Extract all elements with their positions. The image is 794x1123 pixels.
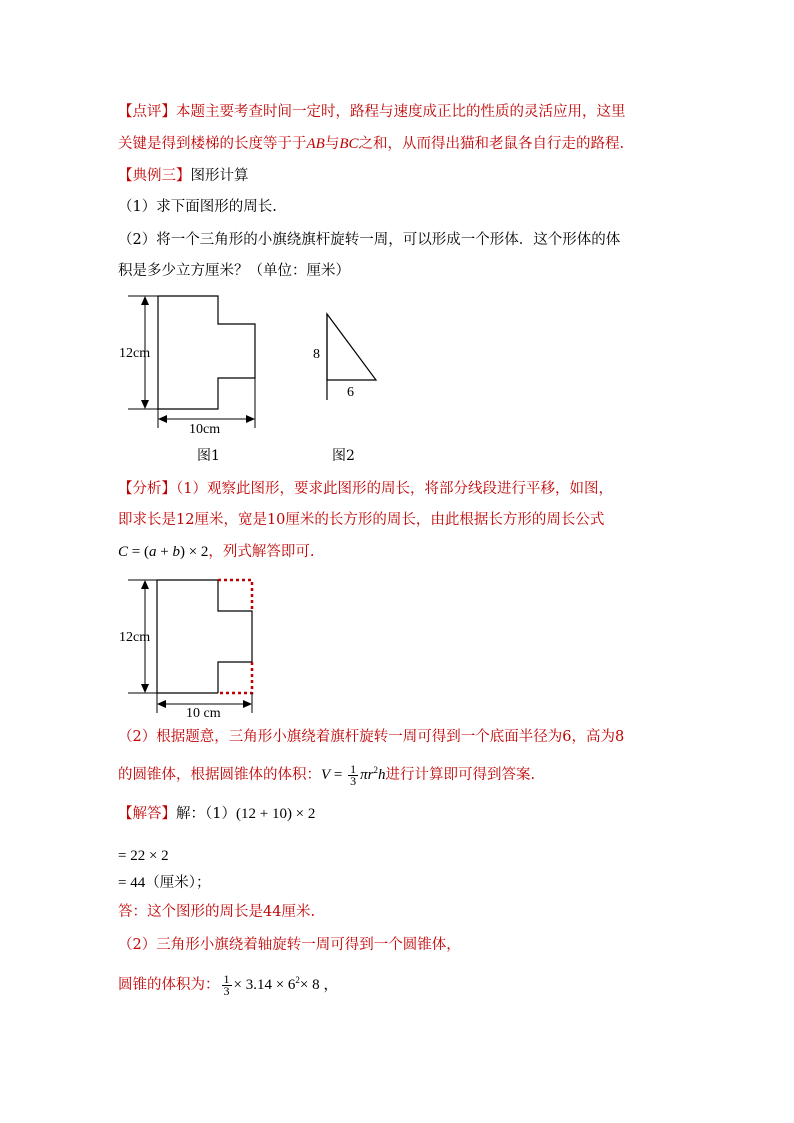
example-tag: 【典例三】	[118, 168, 191, 184]
formula-a: a	[148, 544, 157, 560]
fig2-base-label: 6	[347, 385, 354, 400]
fraction-one-third-2	[222, 974, 232, 997]
fig1-height-label: 12cm	[119, 346, 151, 361]
fig3-width-label: 10 cm	[186, 706, 221, 721]
frac-den-2: 3	[223, 984, 230, 999]
answer-part2-text: 圆锥的体积为：	[118, 977, 220, 993]
example-title: 图形计算	[190, 168, 249, 184]
fig3-notch-path	[218, 580, 252, 693]
answer-tag: 【解答】	[118, 806, 176, 822]
answer-step-2: = 22 × 2	[118, 848, 169, 864]
question-1: （1）求下面图形的周长.	[118, 199, 277, 215]
formula-v: V	[321, 767, 331, 783]
answer-expr-1: (12 + 10) × 2	[235, 806, 316, 822]
segment-ab: AB	[306, 136, 325, 152]
analysis2-text-a: 的圆锥体，根据圆锥体的体积：	[118, 767, 321, 783]
formula-c: C	[118, 544, 129, 560]
fig1-width-label: 10cm	[189, 422, 221, 437]
comment-text-2mid: 与	[324, 136, 340, 152]
analysis2-text-b: 进行计算即可得到答案.	[385, 767, 536, 783]
formula-plus: +	[156, 544, 173, 560]
formula-eq2: =	[330, 767, 347, 783]
analysis2-line-2	[118, 760, 535, 787]
question-2-line-2: 积是多少立方厘米？（单位：厘米）	[118, 263, 350, 279]
fig2-caption: 图2	[332, 448, 355, 464]
formula-eq: = (	[128, 544, 149, 560]
frac-num-2: 1	[223, 972, 230, 987]
formula-end: ) × 2	[179, 544, 209, 560]
answer-conclusion: 答：这个图形的周长是44厘米.	[118, 904, 316, 920]
answer-intro: 解：（1）	[176, 806, 236, 822]
fig2-height-label: 8	[313, 347, 320, 362]
fig3-dashed-top	[218, 580, 252, 611]
answer-line-1	[118, 804, 315, 824]
answer-step-3-unit: （厘米）；	[145, 875, 211, 891]
analysis-tag: 【分析】	[118, 481, 176, 497]
fig3-dashed-bottom	[218, 662, 252, 693]
fig1-caption: 图1	[197, 448, 220, 464]
answer-part2-line-1: （2）三角形小旗绕着轴旋转一周可得到一个圆锥体，	[118, 937, 461, 953]
answer-part2-line-2	[118, 970, 338, 997]
cone-formula	[321, 762, 386, 789]
segment-bc: BC	[339, 136, 359, 152]
arrow-left-icon	[157, 700, 166, 708]
formula-h: h	[378, 767, 386, 783]
expr-sq: 2	[295, 975, 300, 985]
analysis-text-3: ，列式解答即可.	[208, 544, 315, 560]
frac-num: 1	[350, 762, 357, 777]
arrow-right-icon	[243, 700, 252, 708]
answer-step-3	[118, 873, 210, 893]
analysis-line-2: 即求长是12厘米，宽是10厘米的长方形的周长，由此根据长方形的周长公式	[118, 512, 605, 528]
analysis2-line-1: （2）根据题意，三角形小旗绕着旗杆旋转一周可得到一个底面半径为6，高为8	[118, 729, 625, 745]
analysis-text-1: （1）观察此图形，要求此图形的周长，将部分线段进行平移，如图，	[176, 481, 613, 497]
comment-text-2a: 关键是得到楼梯的长度等于于	[118, 136, 307, 152]
fraction-one-third	[348, 764, 358, 787]
fig3-height-label: 12cm	[119, 630, 151, 645]
arrow-down-icon	[141, 684, 149, 693]
arrow-up-icon	[141, 580, 149, 589]
cone-volume-expr	[220, 972, 339, 999]
formula-sq: 2	[373, 765, 378, 775]
frac-den: 3	[350, 774, 357, 789]
comment-text-2b: 之和，从而得出猫和老鼠各自行走的路程.	[358, 136, 625, 152]
comment-text-1: 本题主要考查时间一定时，路程与速度成正比的性质的灵活应用，这里	[176, 104, 626, 120]
expr-tail: × 8 ，	[299, 977, 339, 993]
formula-b: b	[172, 544, 180, 560]
comment-tag: 【点评】	[118, 104, 176, 120]
question-2-line-1: （2）将一个三角形的小旗绕旗杆旋转一周，可以形成一个形体．这个形体的体	[118, 232, 621, 248]
answer-step-3-value: = 44	[118, 875, 146, 891]
formula-pi-r: πr	[360, 767, 374, 783]
expr-body: × 3.14 × 6	[233, 977, 296, 993]
